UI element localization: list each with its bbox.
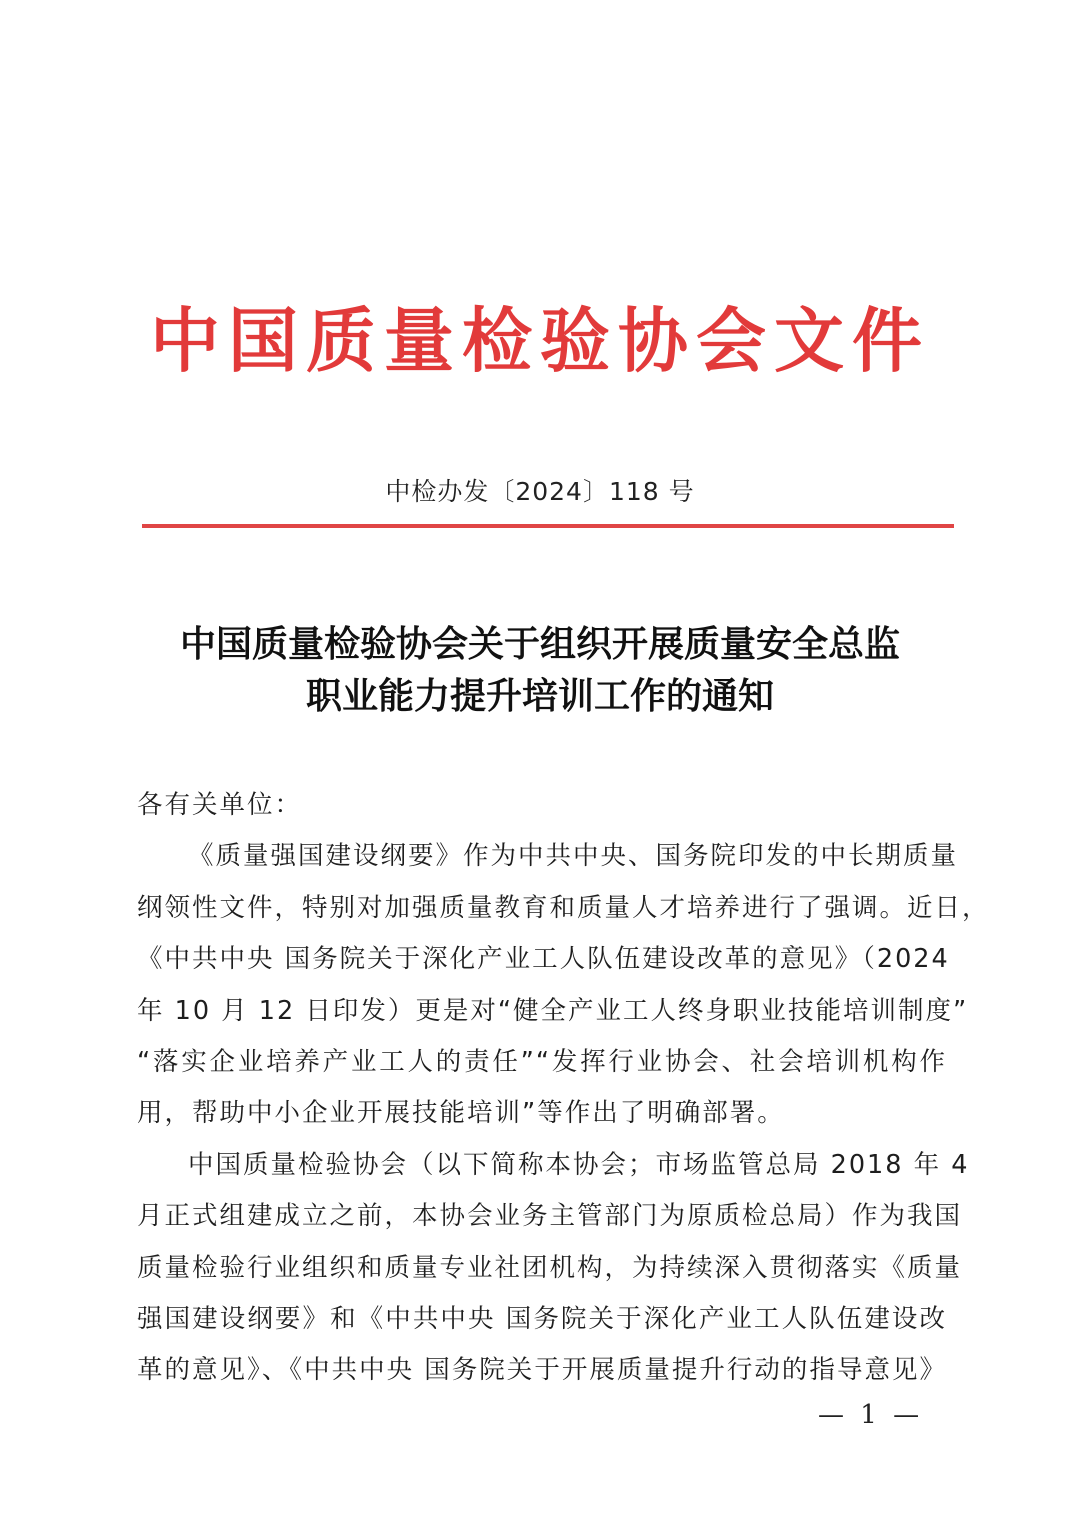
body-line: 《中共中央 国务院关于深化产业工人队伍建设改革的意见》（2024 bbox=[137, 944, 950, 975]
body-line: 年 10 月 12 日印发）更是对“健全产业工人终身职业技能培训制度” bbox=[137, 995, 969, 1026]
body-line: 强国建设纲要》和《中共中央 国务院关于深化产业工人队伍建设改 bbox=[137, 1303, 947, 1334]
issuer-header-title: 中国质量检验协会文件 bbox=[150, 299, 930, 382]
red-divider-line bbox=[142, 524, 954, 528]
body-line: 《质量强国建设纲要》作为中共中央、国务院印发的中长期质量 bbox=[188, 841, 959, 872]
body-line: 用，帮助中小企业开展技能培训”等作出了明确部署。 bbox=[137, 1098, 785, 1129]
body-line: 中国质量检验协会（以下简称本协会；市场监管总局 2018 年 4 bbox=[188, 1149, 970, 1180]
salutation: 各有关单位： bbox=[137, 790, 303, 820]
body-line: 纲领性文件，特别对加强质量教育和质量人才培养进行了强调。近日， bbox=[137, 892, 990, 923]
body-line: 质量检验行业组织和质量专业社团机构，为持续深入贯彻落实《质量 bbox=[137, 1252, 963, 1283]
body-line: 月正式组建成立之前，本协会业务主管部门为原质检总局）作为我国 bbox=[137, 1201, 963, 1232]
notice-title-line-1: 中国质量检验协会关于组织开展质量安全总监 bbox=[179, 623, 900, 665]
body-line: 革的意见》、《中共中央 国务院关于开展质量提升行动的指导意见》 bbox=[137, 1355, 947, 1386]
page-number: — 1 — bbox=[818, 1400, 924, 1430]
document-number: 中检办发〔2024〕118 号 bbox=[385, 477, 695, 506]
notice-title-line-2: 职业能力提升培训工作的通知 bbox=[305, 675, 774, 717]
notice-body bbox=[137, 780, 990, 1397]
body-line: “落实企业培养产业工人的责任”“发挥行业协会、社会培训机构作 bbox=[137, 1046, 947, 1077]
notice-title bbox=[120, 618, 960, 722]
